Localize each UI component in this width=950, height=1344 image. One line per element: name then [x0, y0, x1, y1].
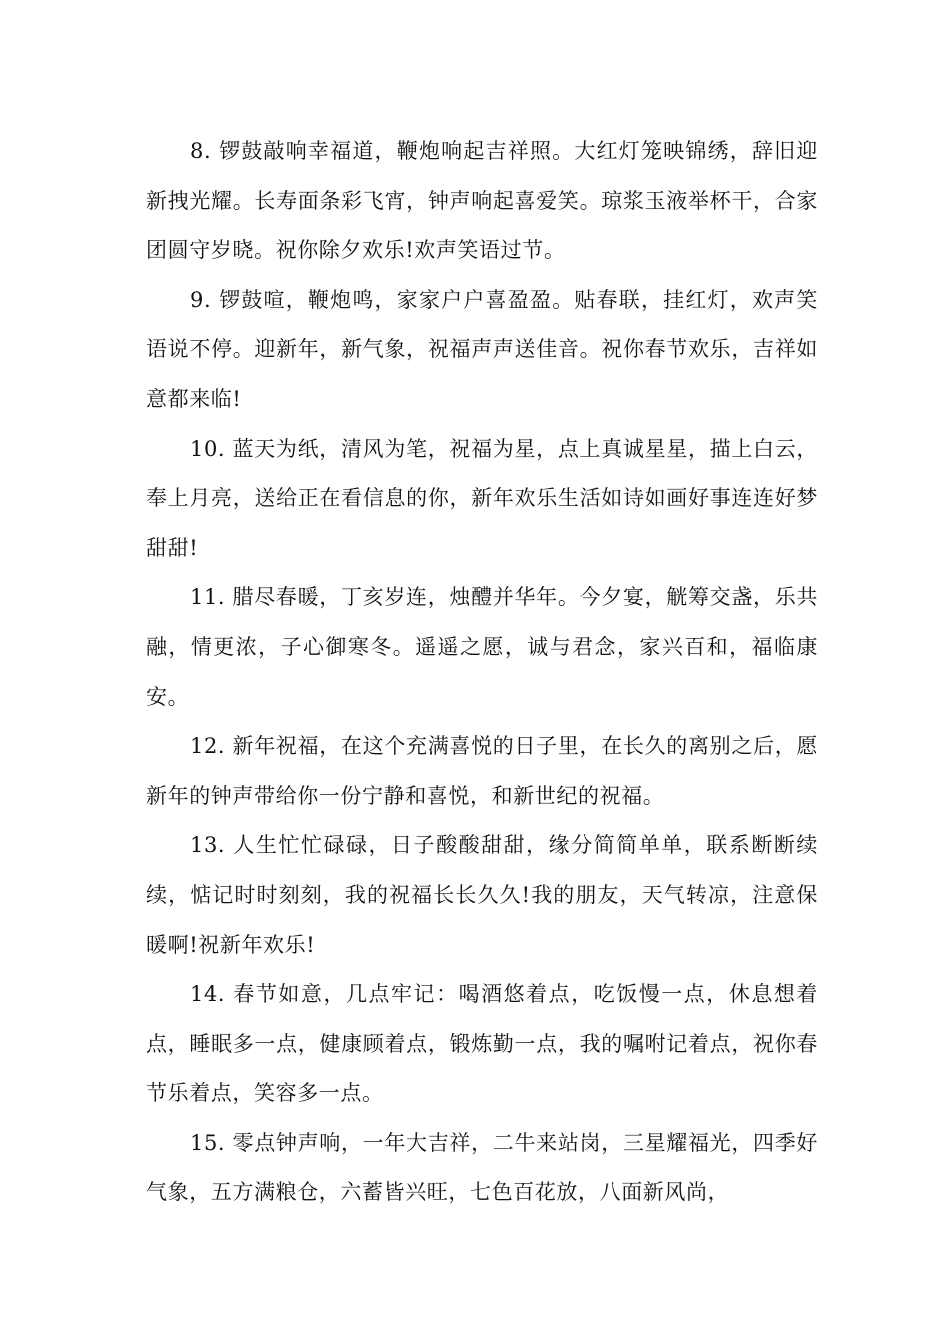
paragraph-14: 14. 春节如意，几点牢记：喝酒悠着点，吃饭慢一点，休息想着点，睡眠多一点，健康顾着点，锻炼勤一点，我的嘱咐记着点，祝你春节乐着点，笑容多一点。 — [146, 982, 818, 1106]
paragraph-11: 11. 腊尽春暖，丁亥岁连，烛醴并华年。今夕宴，觥筹交盏，乐共融，情更浓，子心御寒冬。遥遥之愿，诚与君念，家兴百和，福临康安。 — [146, 585, 818, 709]
paragraph-8: 8. 锣鼓敲响幸福道，鞭炮响起吉祥照。大红灯笼映锦绣，辞旧迎新拽光耀。长寿面条彩飞宵，钟声响起喜爱笑。琼浆玉液举杯干，合家团圆守岁晓。祝你除夕欢乐!欢声笑语过节。 — [146, 139, 818, 263]
document-body — [146, 127, 818, 1218]
paragraph-15: 15. 零点钟声响，一年大吉祥，二牛来站岗，三星耀福光，四季好气象，五方满粮仓，六蓄皆兴旺，七色百花放，八面新风尚， — [146, 1130, 818, 1205]
paragraph-9: 9. 锣鼓喧，鞭炮鸣，家家户户喜盈盈。贴春联，挂红灯，欢声笑语说不停。迎新年，新气象，祝福声声送佳音。祝你春节欢乐，吉祥如意都来临! — [146, 287, 818, 411]
paragraph-10: 10. 蓝天为纸，清风为笔，祝福为星，点上真诚星星，描上白云，奉上月亮，送给正在看信息的你，新年欢乐生活如诗如画好事连连好梦甜甜! — [146, 436, 818, 560]
paragraph-12: 12. 新年祝福，在这个充满喜悦的日子里，在长久的离别之后，愿新年的钟声带给你一份宁静和喜悦，和新世纪的祝福。 — [146, 734, 818, 808]
paragraph-13: 13. 人生忙忙碌碌，日子酸酸甜甜，缘分简简单单，联系断断续续，惦记时时刻刻，我的祝福长长久久!我的朋友，天气转凉，注意保暖啊!祝新年欢乐! — [146, 833, 818, 957]
